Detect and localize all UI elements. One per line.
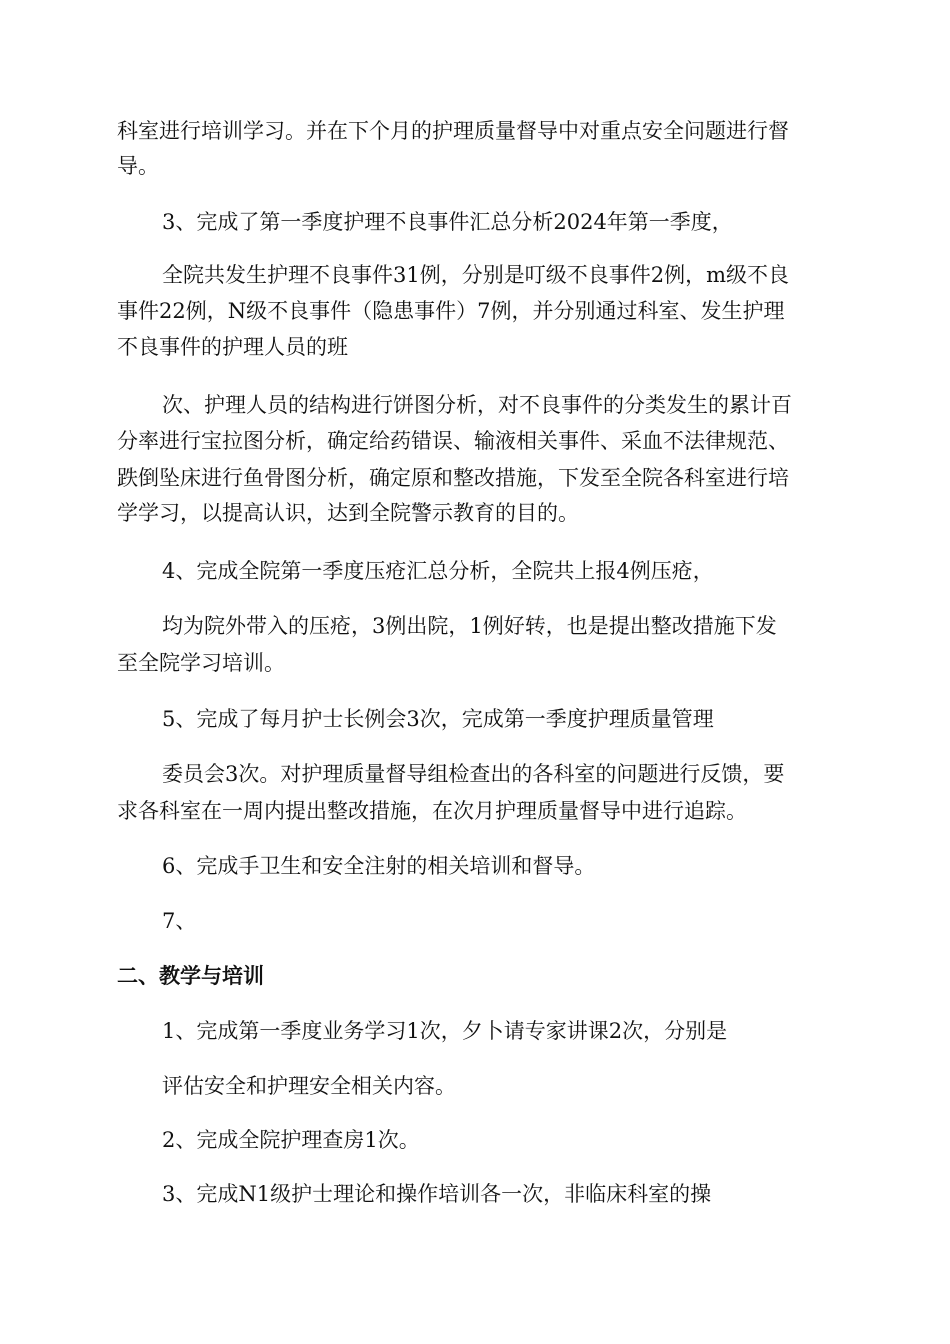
- text-line: 次、护理人员的结构进行饼图分析，对不良事件的分类发生的累计百: [162, 393, 792, 417]
- text-line: 求各科室在一周内提出整改措施，在次月护理质量督导中进行追踪。: [117, 799, 747, 823]
- text-line: 2、完成全院护理查房1次。: [162, 1128, 420, 1152]
- text-line: 跌倒坠床进行鱼骨图分析，确定原和整改措施，下发至全院各科室进行培: [117, 466, 789, 490]
- text-line: 委员会3次。对护理质量督导组检查出的各科室的问题进行反馈，要: [162, 762, 785, 786]
- text-line: 不良事件的护理人员的班: [117, 335, 348, 359]
- text-line: 学学习，以提高认识，达到全院警示教育的目的。: [117, 501, 579, 525]
- text-line: 6、完成手卫生和安全注射的相关培训和督导。: [162, 854, 596, 878]
- text-line: 1、完成第一季度业务学习1次，夕卜请专家讲课2次，分别是: [162, 1019, 728, 1043]
- section-heading: 二、教学与培训: [117, 963, 264, 988]
- text-line: 5、完成了每月护士长例会3次，完成第一季度护理质量管理: [162, 707, 714, 731]
- text-line: 均为院外带入的压疮，3例出院，1例好转，也是提出整改措施下发: [162, 614, 777, 638]
- text-line: 4、完成全院第一季度压疮汇总分析，全院共上报4例压疮，: [162, 559, 714, 583]
- text-line: 7、: [162, 909, 197, 933]
- text-line: 科室进行培训学习。并在下个月的护理质量督导中对重点安全问题进行督: [117, 119, 789, 143]
- text-line: 3、完成N1级护士理论和操作培训各一次，非临床科室的操: [162, 1182, 712, 1206]
- text-line: 至全院学习培训。: [117, 651, 285, 675]
- text-line: 3、完成了第一季度护理不良事件汇总分析2024年第一季度，: [162, 210, 733, 234]
- text-line: 事件22例，N级不良事件（隐患事件）7例，并分别通过科室、发生护理: [117, 299, 785, 323]
- text-line: 导。: [117, 154, 159, 178]
- text-line: 分率进行宝拉图分析，确定给药错误、输液相关事件、采血不法律规范、: [117, 429, 789, 453]
- text-line: 全院共发生护理不良事件31例，分别是叮级不良事件2例，m级不良: [162, 263, 789, 287]
- text-line: 评估安全和护理安全相关内容。: [162, 1074, 456, 1098]
